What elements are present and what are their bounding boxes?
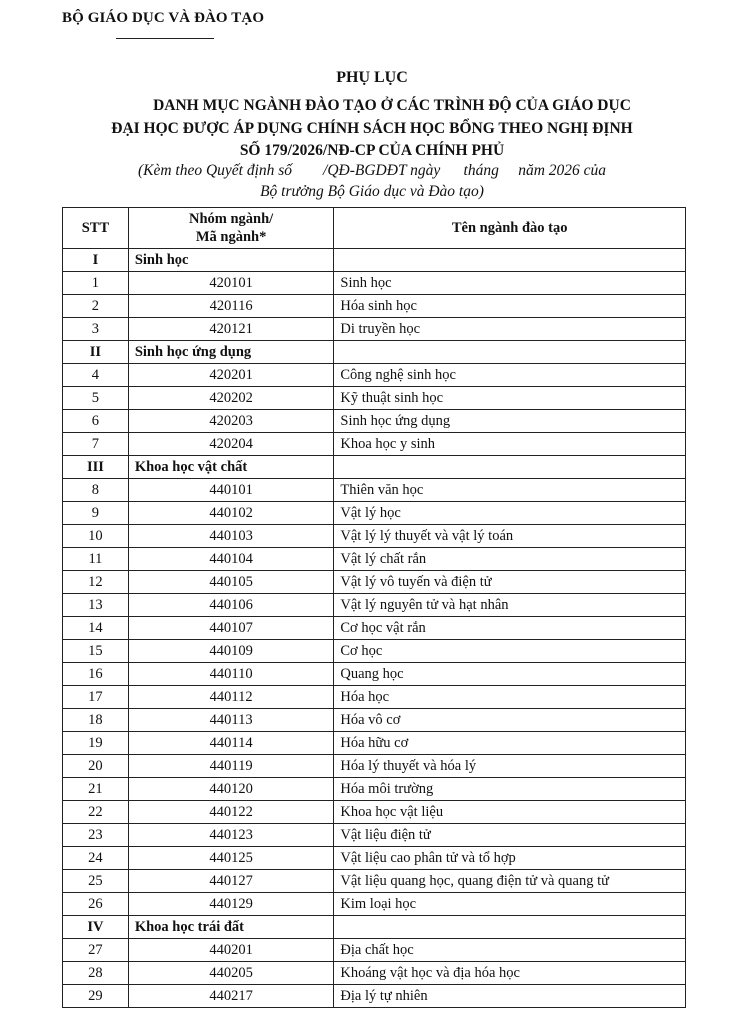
row-name: Di truyền học — [334, 318, 686, 341]
document-title-line-3: SỐ 179/2026/NĐ-CP CỦA CHÍNH PHỦ — [239, 142, 505, 159]
table-row — [63, 295, 686, 318]
row-code: 420101 — [128, 272, 334, 295]
table-row — [63, 847, 686, 870]
row-code: 420116 — [128, 295, 334, 318]
decision-note-line-1: (Kèm theo Quyết định số /QĐ-BGDĐT ngày tháng năm 2026 của — [137, 162, 607, 179]
table-row — [63, 893, 686, 916]
row-name — [334, 341, 686, 364]
header-name: Tên ngành đào tạo — [334, 208, 686, 249]
row-stt: 11 — [63, 548, 129, 571]
group-row — [63, 341, 686, 364]
row-name: Địa chất học — [334, 939, 686, 962]
row-name: Địa lý tự nhiên — [334, 985, 686, 1008]
row-stt: 19 — [63, 732, 129, 755]
row-name: Hóa lý thuyết và hóa lý — [334, 755, 686, 778]
table-row — [63, 525, 686, 548]
row-stt: 12 — [63, 571, 129, 594]
row-code: 440104 — [128, 548, 334, 571]
row-code: 420202 — [128, 387, 334, 410]
row-stt: 13 — [63, 594, 129, 617]
row-code: 420201 — [128, 364, 334, 387]
row-stt: 22 — [63, 801, 129, 824]
row-name: Vật lý vô tuyến và điện tử — [334, 571, 686, 594]
row-name: Vật liệu quang học, quang điện tử và quang tử — [334, 870, 686, 893]
row-name: Khoa học y sinh — [334, 433, 686, 456]
header-code — [128, 208, 334, 249]
row-code: 440102 — [128, 502, 334, 525]
row-name — [334, 456, 686, 479]
group-row — [63, 456, 686, 479]
table-row — [63, 571, 686, 594]
row-name: Hóa môi trường — [334, 778, 686, 801]
table-row — [63, 824, 686, 847]
row-stt: 3 — [63, 318, 129, 341]
row-name: Quang học — [334, 663, 686, 686]
group-name: Khoa học vật chất — [128, 456, 334, 479]
row-code: 440103 — [128, 525, 334, 548]
ministry-name: BỘ GIÁO DỤC VÀ ĐÀO TẠO — [62, 10, 265, 26]
table-row — [63, 939, 686, 962]
row-name: Cơ học vật rắn — [334, 617, 686, 640]
row-name: Sinh học — [334, 272, 686, 295]
row-stt: 18 — [63, 709, 129, 732]
table-row — [63, 548, 686, 571]
table-header-row — [63, 208, 686, 249]
row-stt: 2 — [63, 295, 129, 318]
row-code: 440110 — [128, 663, 334, 686]
row-name — [334, 916, 686, 939]
table-row — [63, 617, 686, 640]
document-title-line-1: DANH MỤC NGÀNH ĐÀO TẠO Ở CÁC TRÌNH ĐỘ CỦA GIÁO DỤC — [153, 97, 631, 114]
row-stt: 6 — [63, 410, 129, 433]
row-stt: 5 — [63, 387, 129, 410]
row-stt: 21 — [63, 778, 129, 801]
row-code: 440120 — [128, 778, 334, 801]
row-code: 420203 — [128, 410, 334, 433]
row-stt: 24 — [63, 847, 129, 870]
row-code: 440217 — [128, 985, 334, 1008]
row-code: 440122 — [128, 801, 334, 824]
row-code: 440107 — [128, 617, 334, 640]
row-stt: 20 — [63, 755, 129, 778]
table-body — [63, 249, 686, 1008]
table-row — [63, 433, 686, 456]
row-name: Vật liệu điện tử — [334, 824, 686, 847]
ministry-underline — [116, 38, 214, 39]
table-row — [63, 502, 686, 525]
table-row — [63, 410, 686, 433]
row-name: Công nghệ sinh học — [334, 364, 686, 387]
row-stt: 26 — [63, 893, 129, 916]
row-code: 420121 — [128, 318, 334, 341]
table-row — [63, 686, 686, 709]
row-code: 440113 — [128, 709, 334, 732]
row-name: Khoa học vật liệu — [334, 801, 686, 824]
table-row — [63, 594, 686, 617]
row-name: Vật lý lý thuyết và vật lý toán — [334, 525, 686, 548]
table-row — [63, 732, 686, 755]
table-row — [63, 962, 686, 985]
header-code-line-2: Mã ngành* — [195, 229, 267, 245]
row-name: Vật lý nguyên tử và hạt nhân — [334, 594, 686, 617]
row-stt: III — [63, 456, 129, 479]
row-code: 440125 — [128, 847, 334, 870]
table-row — [63, 272, 686, 295]
table-row — [63, 870, 686, 893]
row-name: Hóa học — [334, 686, 686, 709]
row-code: 440105 — [128, 571, 334, 594]
row-code: 440101 — [128, 479, 334, 502]
row-name: Vật liệu cao phân tử và tổ hợp — [334, 847, 686, 870]
table-row — [63, 479, 686, 502]
table-row — [63, 364, 686, 387]
row-name: Cơ học — [334, 640, 686, 663]
row-stt: 14 — [63, 617, 129, 640]
row-name: Kim loại học — [334, 893, 686, 916]
table-row — [63, 755, 686, 778]
row-stt: 28 — [63, 962, 129, 985]
row-code: 440205 — [128, 962, 334, 985]
header-stt: STT — [63, 208, 129, 249]
table-row — [63, 387, 686, 410]
appendix-title: PHỤ LỤC — [336, 69, 408, 86]
row-stt: 4 — [63, 364, 129, 387]
row-code: 420204 — [128, 433, 334, 456]
row-code: 440127 — [128, 870, 334, 893]
row-code: 440112 — [128, 686, 334, 709]
document-title-line-2: ĐẠI HỌC ĐƯỢC ÁP DỤNG CHÍNH SÁCH HỌC BỔNG THEO NGHỊ ĐỊNH — [111, 120, 633, 137]
row-code: 440106 — [128, 594, 334, 617]
row-name: Vật lý học — [334, 502, 686, 525]
row-name: Khoáng vật học và địa hóa học — [334, 962, 686, 985]
row-stt: 7 — [63, 433, 129, 456]
row-name: Sinh học ứng dụng — [334, 410, 686, 433]
group-name: Sinh học — [128, 249, 334, 272]
row-stt: 25 — [63, 870, 129, 893]
row-code: 440201 — [128, 939, 334, 962]
row-stt: 17 — [63, 686, 129, 709]
row-stt: 23 — [63, 824, 129, 847]
row-stt: II — [63, 341, 129, 364]
group-row — [63, 916, 686, 939]
row-stt: 8 — [63, 479, 129, 502]
row-stt: 10 — [63, 525, 129, 548]
table-row — [63, 778, 686, 801]
table-row — [63, 318, 686, 341]
row-code: 440109 — [128, 640, 334, 663]
group-name: Khoa học trái đất — [128, 916, 334, 939]
row-stt: I — [63, 249, 129, 272]
group-row — [63, 249, 686, 272]
row-stt: 29 — [63, 985, 129, 1008]
table-row — [63, 985, 686, 1008]
row-name — [334, 249, 686, 272]
decision-note-line-2: Bộ trưởng Bộ Giáo dục và Đào tạo) — [260, 183, 484, 200]
row-code: 440114 — [128, 732, 334, 755]
row-stt: 16 — [63, 663, 129, 686]
majors-table — [62, 207, 686, 1008]
row-name: Hóa sinh học — [334, 295, 686, 318]
row-name: Vật lý chất rắn — [334, 548, 686, 571]
row-code: 440119 — [128, 755, 334, 778]
row-stt: 15 — [63, 640, 129, 663]
row-name: Thiên văn học — [334, 479, 686, 502]
row-stt: 1 — [63, 272, 129, 295]
row-name: Hóa vô cơ — [334, 709, 686, 732]
header-code-line-1: Nhóm ngành/ — [189, 211, 274, 227]
table-row — [63, 709, 686, 732]
table-row — [63, 663, 686, 686]
row-stt: 27 — [63, 939, 129, 962]
group-name: Sinh học ứng dụng — [128, 341, 334, 364]
row-stt: 9 — [63, 502, 129, 525]
row-code: 440129 — [128, 893, 334, 916]
table-row — [63, 640, 686, 663]
row-stt: IV — [63, 916, 129, 939]
table-row — [63, 801, 686, 824]
row-name: Hóa hữu cơ — [334, 732, 686, 755]
row-code: 440123 — [128, 824, 334, 847]
row-name: Kỹ thuật sinh học — [334, 387, 686, 410]
